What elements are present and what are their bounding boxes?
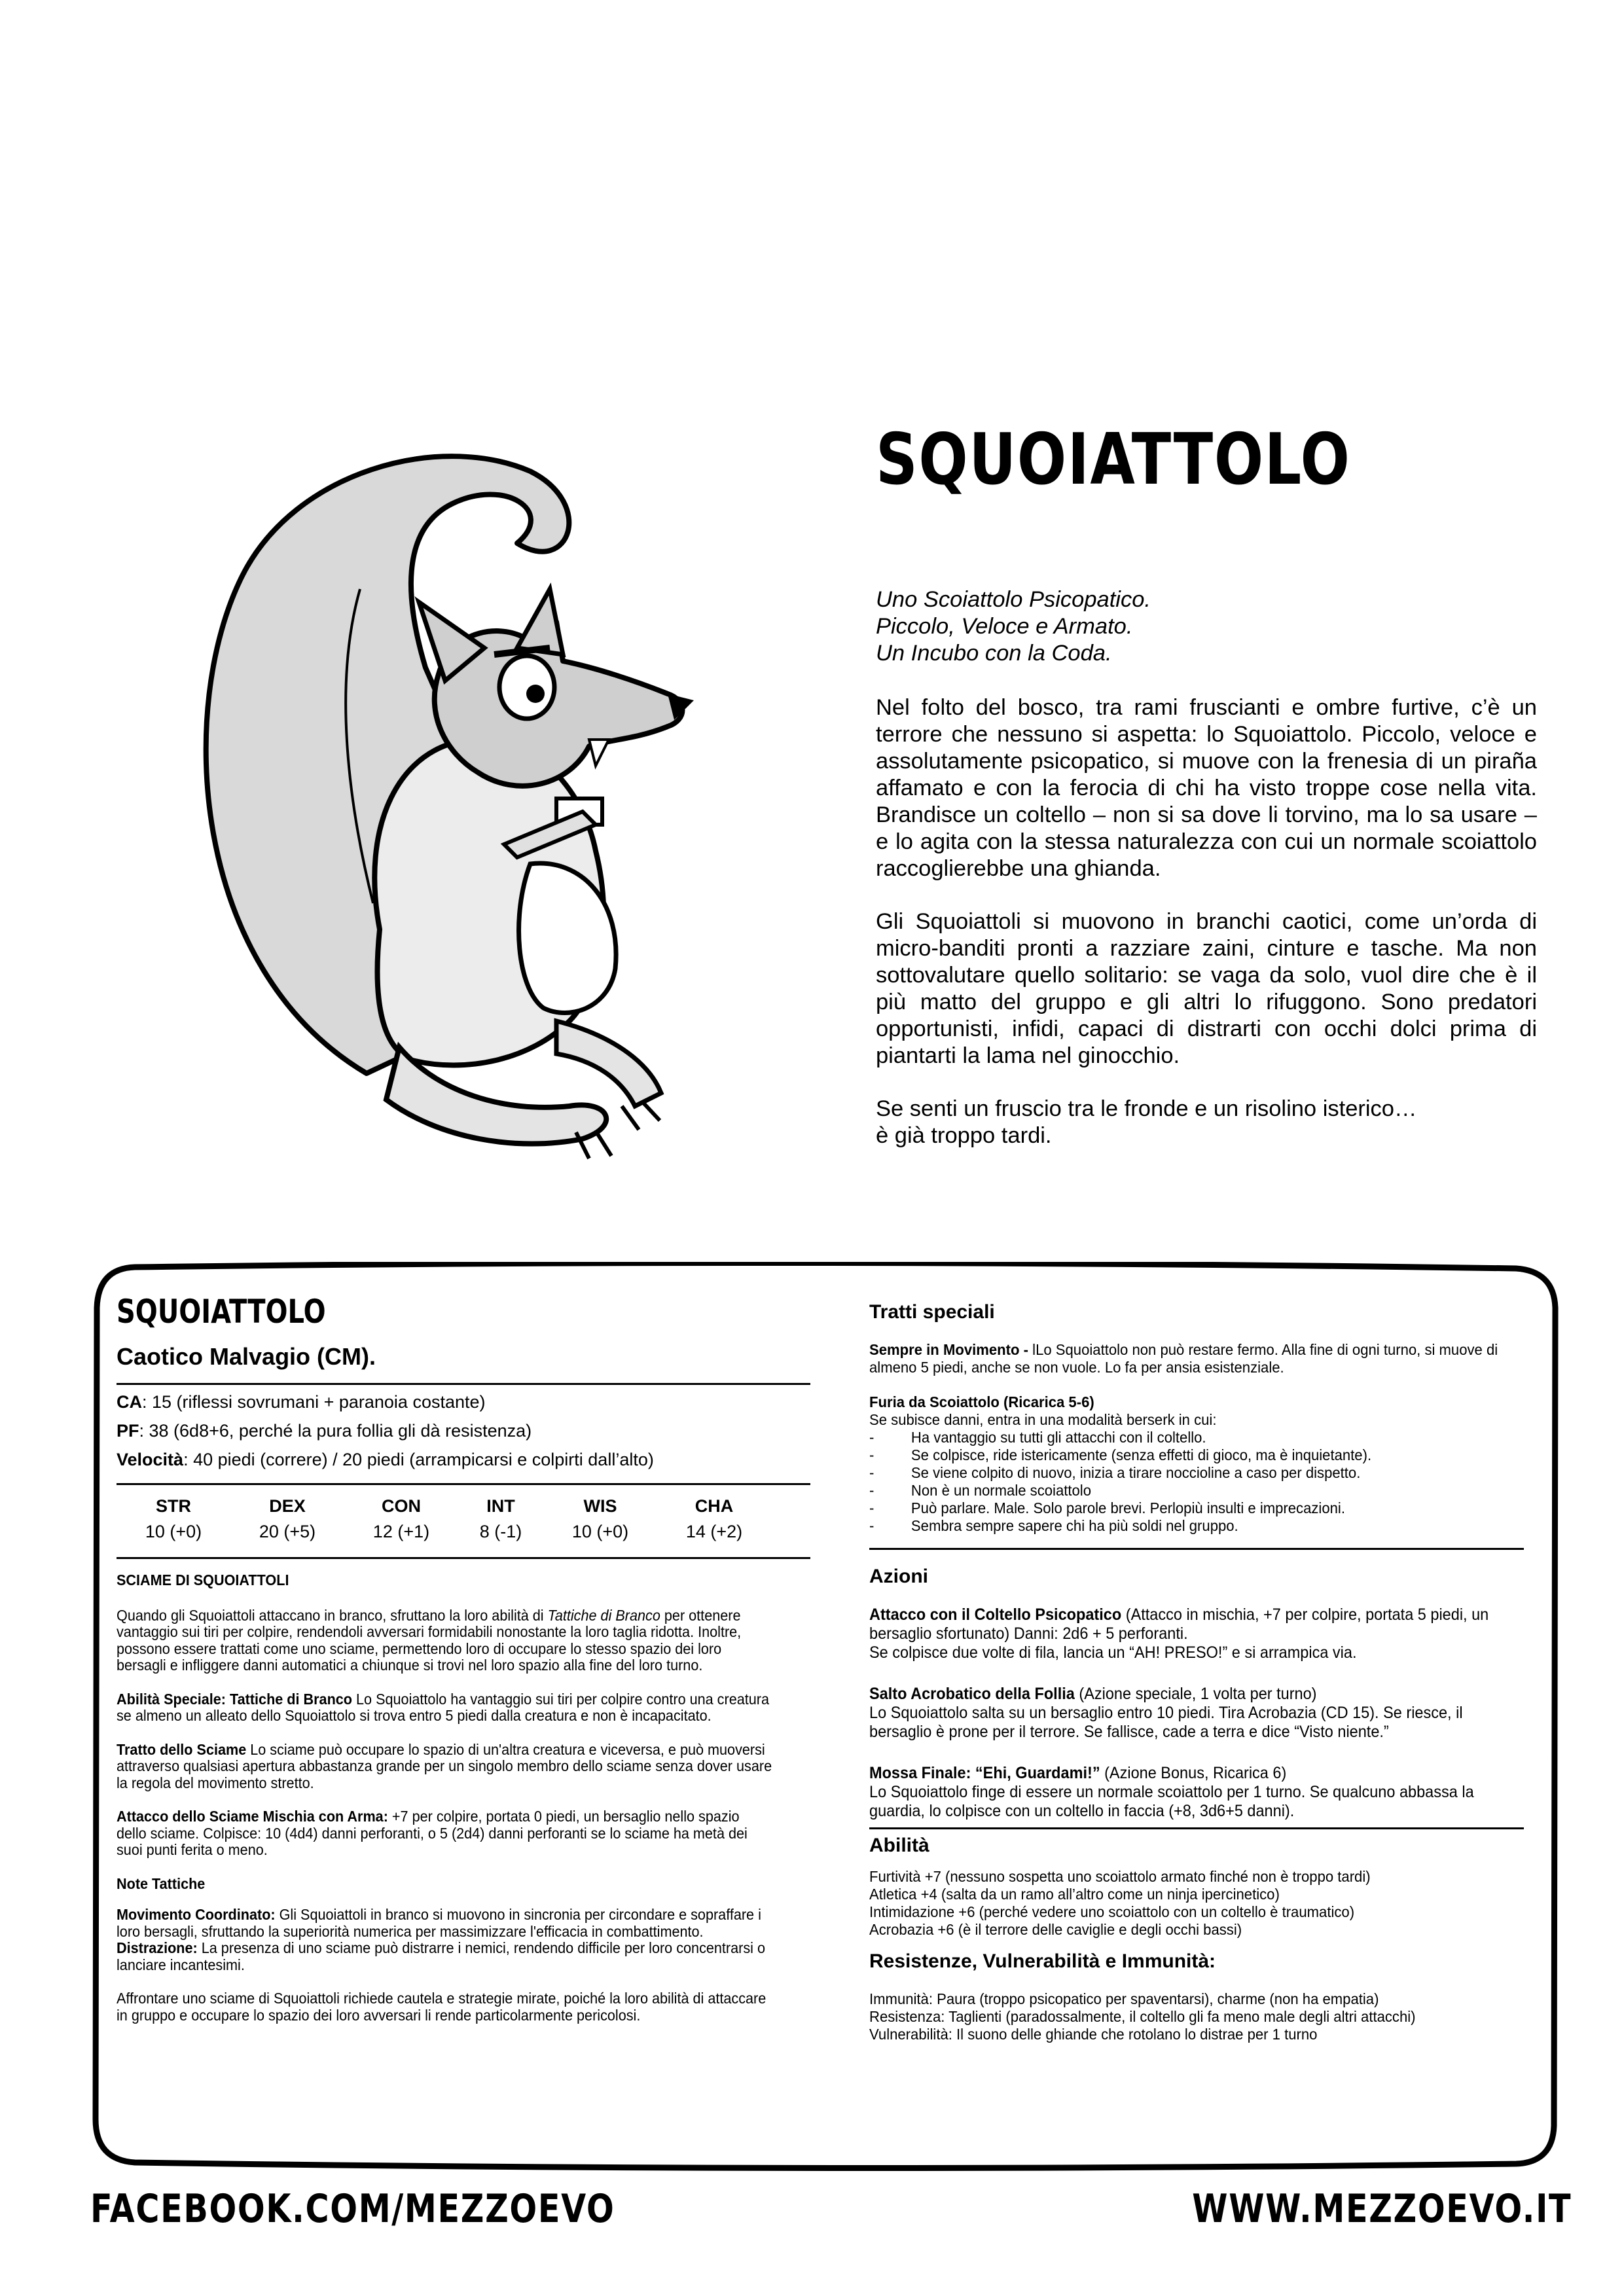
divider bbox=[869, 1827, 1524, 1829]
ability-header-row bbox=[117, 1490, 771, 1520]
tactics-heading bbox=[117, 1876, 773, 1893]
tactics-heading-text: Note Tattiche bbox=[117, 1874, 206, 1892]
action-leap-text: (Azione speciale, 1 volta per turno) bbox=[1074, 1685, 1317, 1703]
list-item: - Non è un normale scoiattolo bbox=[869, 1482, 1521, 1499]
armor-class bbox=[117, 1388, 810, 1416]
list-item: - Se colpisce, ride istericamente (senza effetti di gioco, ma è inquietante). bbox=[869, 1446, 1521, 1464]
coord-label: Movimento Coordinato: bbox=[117, 1906, 276, 1923]
pf-value: : 38 (6d8+6, perché la pura follia gli dà resistenza) bbox=[139, 1421, 532, 1441]
ability-value: 10 (+0) bbox=[571, 1522, 629, 1541]
action-finale-text-2: Lo Squoiattolo finge di essere un normale scoiattolo per 1 turno. Se qualcuno abbassa la guardia, lo colpisce con un coltello in faccia (+8, 3d6+5 danni). bbox=[869, 1783, 1474, 1820]
intro-line-a: Se senti un fruscio tra le fronde e un risolino isterico… bbox=[876, 1096, 1417, 1121]
alignment: Caotico Malvagio (CM). bbox=[117, 1343, 376, 1370]
trait-move-text: lLo Squoiattolo non può restare fermo. Alla fine di ogni turno, si muove di almeno 5 piedi, anche se non vuole. Lo fa per ansia esistenziale. bbox=[869, 1341, 1498, 1376]
list-item: Acrobazia +6 (è il terrore delle caviglie e degli occhi bassi) bbox=[869, 1921, 1242, 1938]
ability-special bbox=[117, 1691, 773, 1725]
list-item: - Se viene colpito di nuovo, inizia a tirare noccioline a caso per dispetto. bbox=[869, 1464, 1521, 1482]
ability-value: 12 (+1) bbox=[372, 1522, 430, 1541]
tagline-3: Un Incubo con la Coda. bbox=[876, 641, 1112, 666]
swarm-attack bbox=[117, 1808, 773, 1859]
coord-text: Gli Squoiattoli in branco si muovono in sincronia per circondare e sopraffare i loro bersagli, sfruttando la superiorità numerica per massimizzare l'efficacia in combattimento. bbox=[117, 1906, 761, 1940]
swarm-text-italic: Tattiche di Branco bbox=[547, 1606, 660, 1624]
trait-move bbox=[869, 1341, 1521, 1376]
action-finale-text: (Azione Bonus, Ricarica 6) bbox=[1100, 1764, 1287, 1782]
trait-fury bbox=[869, 1393, 1521, 1429]
ability-value: 20 (+5) bbox=[259, 1522, 316, 1541]
ca-value: : 15 (riflessi sovrumani + paranoia costante) bbox=[142, 1392, 486, 1412]
trait-fury-intro: Se subisce danni, entra in una modalità berserk in cui: bbox=[869, 1411, 1217, 1428]
list-item: Intimidazione +6 (perché vedere uno scoiattolo con un coltello è traumatico) bbox=[869, 1903, 1355, 1920]
list-item: Resistenza: Taglienti (paradossalmente, il coltello gli fa meno male degli altri attacchi) bbox=[869, 2008, 1416, 2025]
distraction-label: Distrazione: bbox=[117, 1939, 198, 1956]
ability-value: 10 (+0) bbox=[145, 1522, 202, 1541]
ability-name: CHA bbox=[695, 1496, 734, 1516]
vel-value: : 40 piedi (correre) / 20 piedi (arrampicarsi e colpirti dall’alto) bbox=[183, 1450, 654, 1469]
actions-heading: Azioni bbox=[869, 1566, 928, 1587]
facebook-link[interactable]: FACEBOOK.COM/MEZZOEVO bbox=[90, 2186, 615, 2232]
action-leap-text-2: Lo Squoiattolo salta su un bersaglio entro 10 piedi. Tira Acrobazia (CD 15). Se riesce, il bersaglio è prone per il terrore. Se fallisce, cade a terra e dice “Visto niente.” bbox=[869, 1704, 1463, 1741]
swarm-attack-label: Attacco dello Sciame Mischia con Arma: bbox=[117, 1808, 388, 1825]
ability-special-label: Abilità Speciale: Tattiche di Branco bbox=[117, 1690, 353, 1708]
distraction-text: La presenza di uno sciame può distrarre i nemici, rendendo difficile per loro concentrarsi o lanciare incantesimi. bbox=[117, 1939, 766, 1973]
ability-value: 8 (-1) bbox=[479, 1522, 522, 1541]
ability-name: STR bbox=[155, 1496, 191, 1516]
ability-value-row bbox=[117, 1520, 771, 1548]
list-item: - Ha vantaggio su tutti gli attacchi con il coltello. bbox=[869, 1429, 1521, 1446]
website-link[interactable]: WWW.MEZZOEVO.IT bbox=[1192, 2186, 1572, 2232]
action-finale bbox=[869, 1764, 1521, 1821]
divider bbox=[869, 1548, 1524, 1550]
hit-points bbox=[117, 1416, 810, 1445]
statblock-left-column bbox=[117, 1293, 810, 2041]
intro-line-b: è già troppo tardi. bbox=[876, 1123, 1052, 1148]
swarm-paragraph bbox=[117, 1607, 773, 1674]
pf-label: PF bbox=[117, 1421, 139, 1441]
list-item: Vulnerabilità: Il suono delle ghiande che rotolano lo distrae per 1 turno bbox=[869, 2026, 1318, 2043]
ability-name: INT bbox=[486, 1496, 515, 1516]
list-item: Furtività +7 (nessuno sospetta uno scoiattolo armato finché non è troppo tardi) bbox=[869, 1868, 1371, 1885]
list-item: Atletica +4 (salta da un ramo all’altro come un ninja ipercinetico) bbox=[869, 1886, 1280, 1903]
resist-list bbox=[869, 1990, 1521, 2043]
list-item: - Può parlare. Male. Solo parole brevi. Perlopiù insulti e imprecazioni. bbox=[869, 1499, 1521, 1517]
traits-section bbox=[869, 1341, 1521, 1535]
swarm-trait-label: Tratto dello Sciame bbox=[117, 1740, 247, 1758]
skills-list bbox=[869, 1868, 1521, 1939]
divider bbox=[117, 1383, 810, 1385]
ability-scores-table bbox=[117, 1490, 771, 1548]
trait-move-label: Sempre in Movimento - bbox=[869, 1341, 1029, 1358]
action-knife bbox=[869, 1605, 1521, 1662]
ability-name: WIS bbox=[583, 1496, 617, 1516]
swarm-text-a: Quando gli Squoiattoli attaccano in branco, sfruttano la loro abilità di bbox=[117, 1606, 548, 1624]
action-leap-label: Salto Acrobatico della Follia bbox=[869, 1685, 1075, 1703]
squirrel-illustration bbox=[164, 432, 740, 1172]
intro-text bbox=[876, 586, 1537, 1175]
swarm-text-b: per ottenere vantaggio sui tiri per colpire, rendendoli avversari formidabili nonostante la loro taglia ridotta. Inoltre, possono essere trattati come uno sciame, permettendo loro di occupare lo stesso spazio dei loro bersagli e infliggere danni automatici a chiunque si trovi nel loro spazio alla fine del loro turno. bbox=[117, 1606, 742, 1674]
statblock-name: SQUOIATTOLO bbox=[117, 1293, 326, 1331]
trait-fury-label: Furia da Scoiattolo (Ricarica 5-6) bbox=[869, 1393, 1094, 1410]
action-leap bbox=[869, 1685, 1521, 1742]
statblock-right-column bbox=[869, 1302, 1524, 2043]
ability-name: DEX bbox=[269, 1496, 306, 1516]
swarm-heading: SCIAME DI SQUOIATTOLI bbox=[117, 1571, 289, 1588]
closing-paragraph: Affrontare uno sciame di Squoiattoli richiede cautela e strategie mirate, poiché la loro abilità di attaccare in gruppo e occupare lo spazio dei loro avversari li rende particolarmente pericolosi. bbox=[117, 1990, 767, 2024]
traits-heading: Tratti speciali bbox=[869, 1301, 995, 1323]
swarm-trait bbox=[117, 1742, 773, 1792]
list-item: - Sembra sempre sapere chi ha più soldi nel gruppo. bbox=[869, 1517, 1521, 1535]
tagline-2: Piccolo, Veloce e Armato. bbox=[876, 614, 1133, 639]
ability-value: 14 (+2) bbox=[685, 1522, 743, 1541]
list-item: Immunità: Paura (troppo psicopatico per spaventarsi), charme (non ha empatia) bbox=[869, 1990, 1379, 2007]
action-knife-text: (Attacco in mischia, +7 per colpire, portata 5 piedi, un bersaglio sfortunato) Danni: 2d6 + 5 perforanti. bbox=[869, 1605, 1489, 1643]
ability-name: CON bbox=[381, 1496, 421, 1516]
skills-heading: Abilità bbox=[869, 1835, 929, 1856]
ability-special-text: Lo Squoiattolo ha vantaggio sui tiri per colpire contro una creatura se almeno un alleato dello Squoiattolo si trova entro 5 piedi dalla creatura e non è incapacitato. bbox=[117, 1690, 770, 1724]
swarm-trait-text: Lo sciame può occupare lo spazio di un'altra creatura e viceversa, e può muoversi attraverso qualsiasi apertura abbastanza grande per un singolo membro dello sciame senza dover usare la regola del movimento stretto. bbox=[117, 1740, 772, 1791]
swarm-section bbox=[117, 1572, 773, 2024]
ca-label: CA bbox=[117, 1392, 142, 1412]
intro-paragraph-2: Gli Squoiattoli si muovono in branchi caotici, come un’orda di micro-banditi pronti a razziare zaini, cinture e tasche. Ma non sottovalutare quello solitario: se vaga da solo, vuol dire che è il più matto del gruppo e gli altri lo rifuggono. Sono predatori opportunisti, infidi, capaci di distrarti con occhi dolci prima di piantarti la lama nel ginocchio. bbox=[876, 909, 1537, 1068]
tactics-notes bbox=[117, 1907, 773, 1973]
divider bbox=[117, 1557, 810, 1559]
tagline-1: Uno Scoiattolo Psicopatico. bbox=[876, 587, 1151, 612]
resist-heading: Resistenze, Vulnerabilità e Immunità: bbox=[869, 1950, 1216, 1972]
intro-paragraph-3 bbox=[876, 1096, 1537, 1149]
fury-list bbox=[869, 1429, 1521, 1535]
squirrel-drawing bbox=[164, 432, 740, 1172]
speed bbox=[117, 1445, 810, 1474]
action-finale-label: Mossa Finale: “Ehi, Guardami!” bbox=[869, 1764, 1100, 1782]
creature-title: SQUOIATTOLO bbox=[876, 419, 1351, 501]
action-knife-label: Attacco con il Coltello Psicopatico bbox=[869, 1605, 1122, 1624]
divider bbox=[117, 1483, 810, 1485]
action-knife-text-2: Se colpisce due volte di fila, lancia un “AH! PRESO!” e si arrampica via. bbox=[869, 1643, 1357, 1662]
vel-label: Velocità bbox=[117, 1450, 184, 1469]
swarm-attack-text: +7 per colpire, portata 0 piedi, un bersaglio nello spazio dello sciame. Colpisce: 10 (4d4) danni perforanti, o 5 (2d4) danni perforanti se lo sciame ha metà dei suoi punti ferita o meno. bbox=[117, 1808, 748, 1858]
intro-paragraph-1: Nel folto del bosco, tra rami fruscianti e ombre furtive, c’è un terrore che nessuno si aspetta: lo Squoiattolo. Piccolo, veloce e assolutamente psicopatico, si muove con la frenesia di un piraña affamato e con la ferocia di chi ha visto troppe cose nella vita. Brandisce un coltello – non si sa dove li torvino, ma lo sa usare – e lo agita con la stessa naturalezza con cui un normale scoiattolo raccoglierebbe una ghianda. bbox=[876, 695, 1537, 881]
